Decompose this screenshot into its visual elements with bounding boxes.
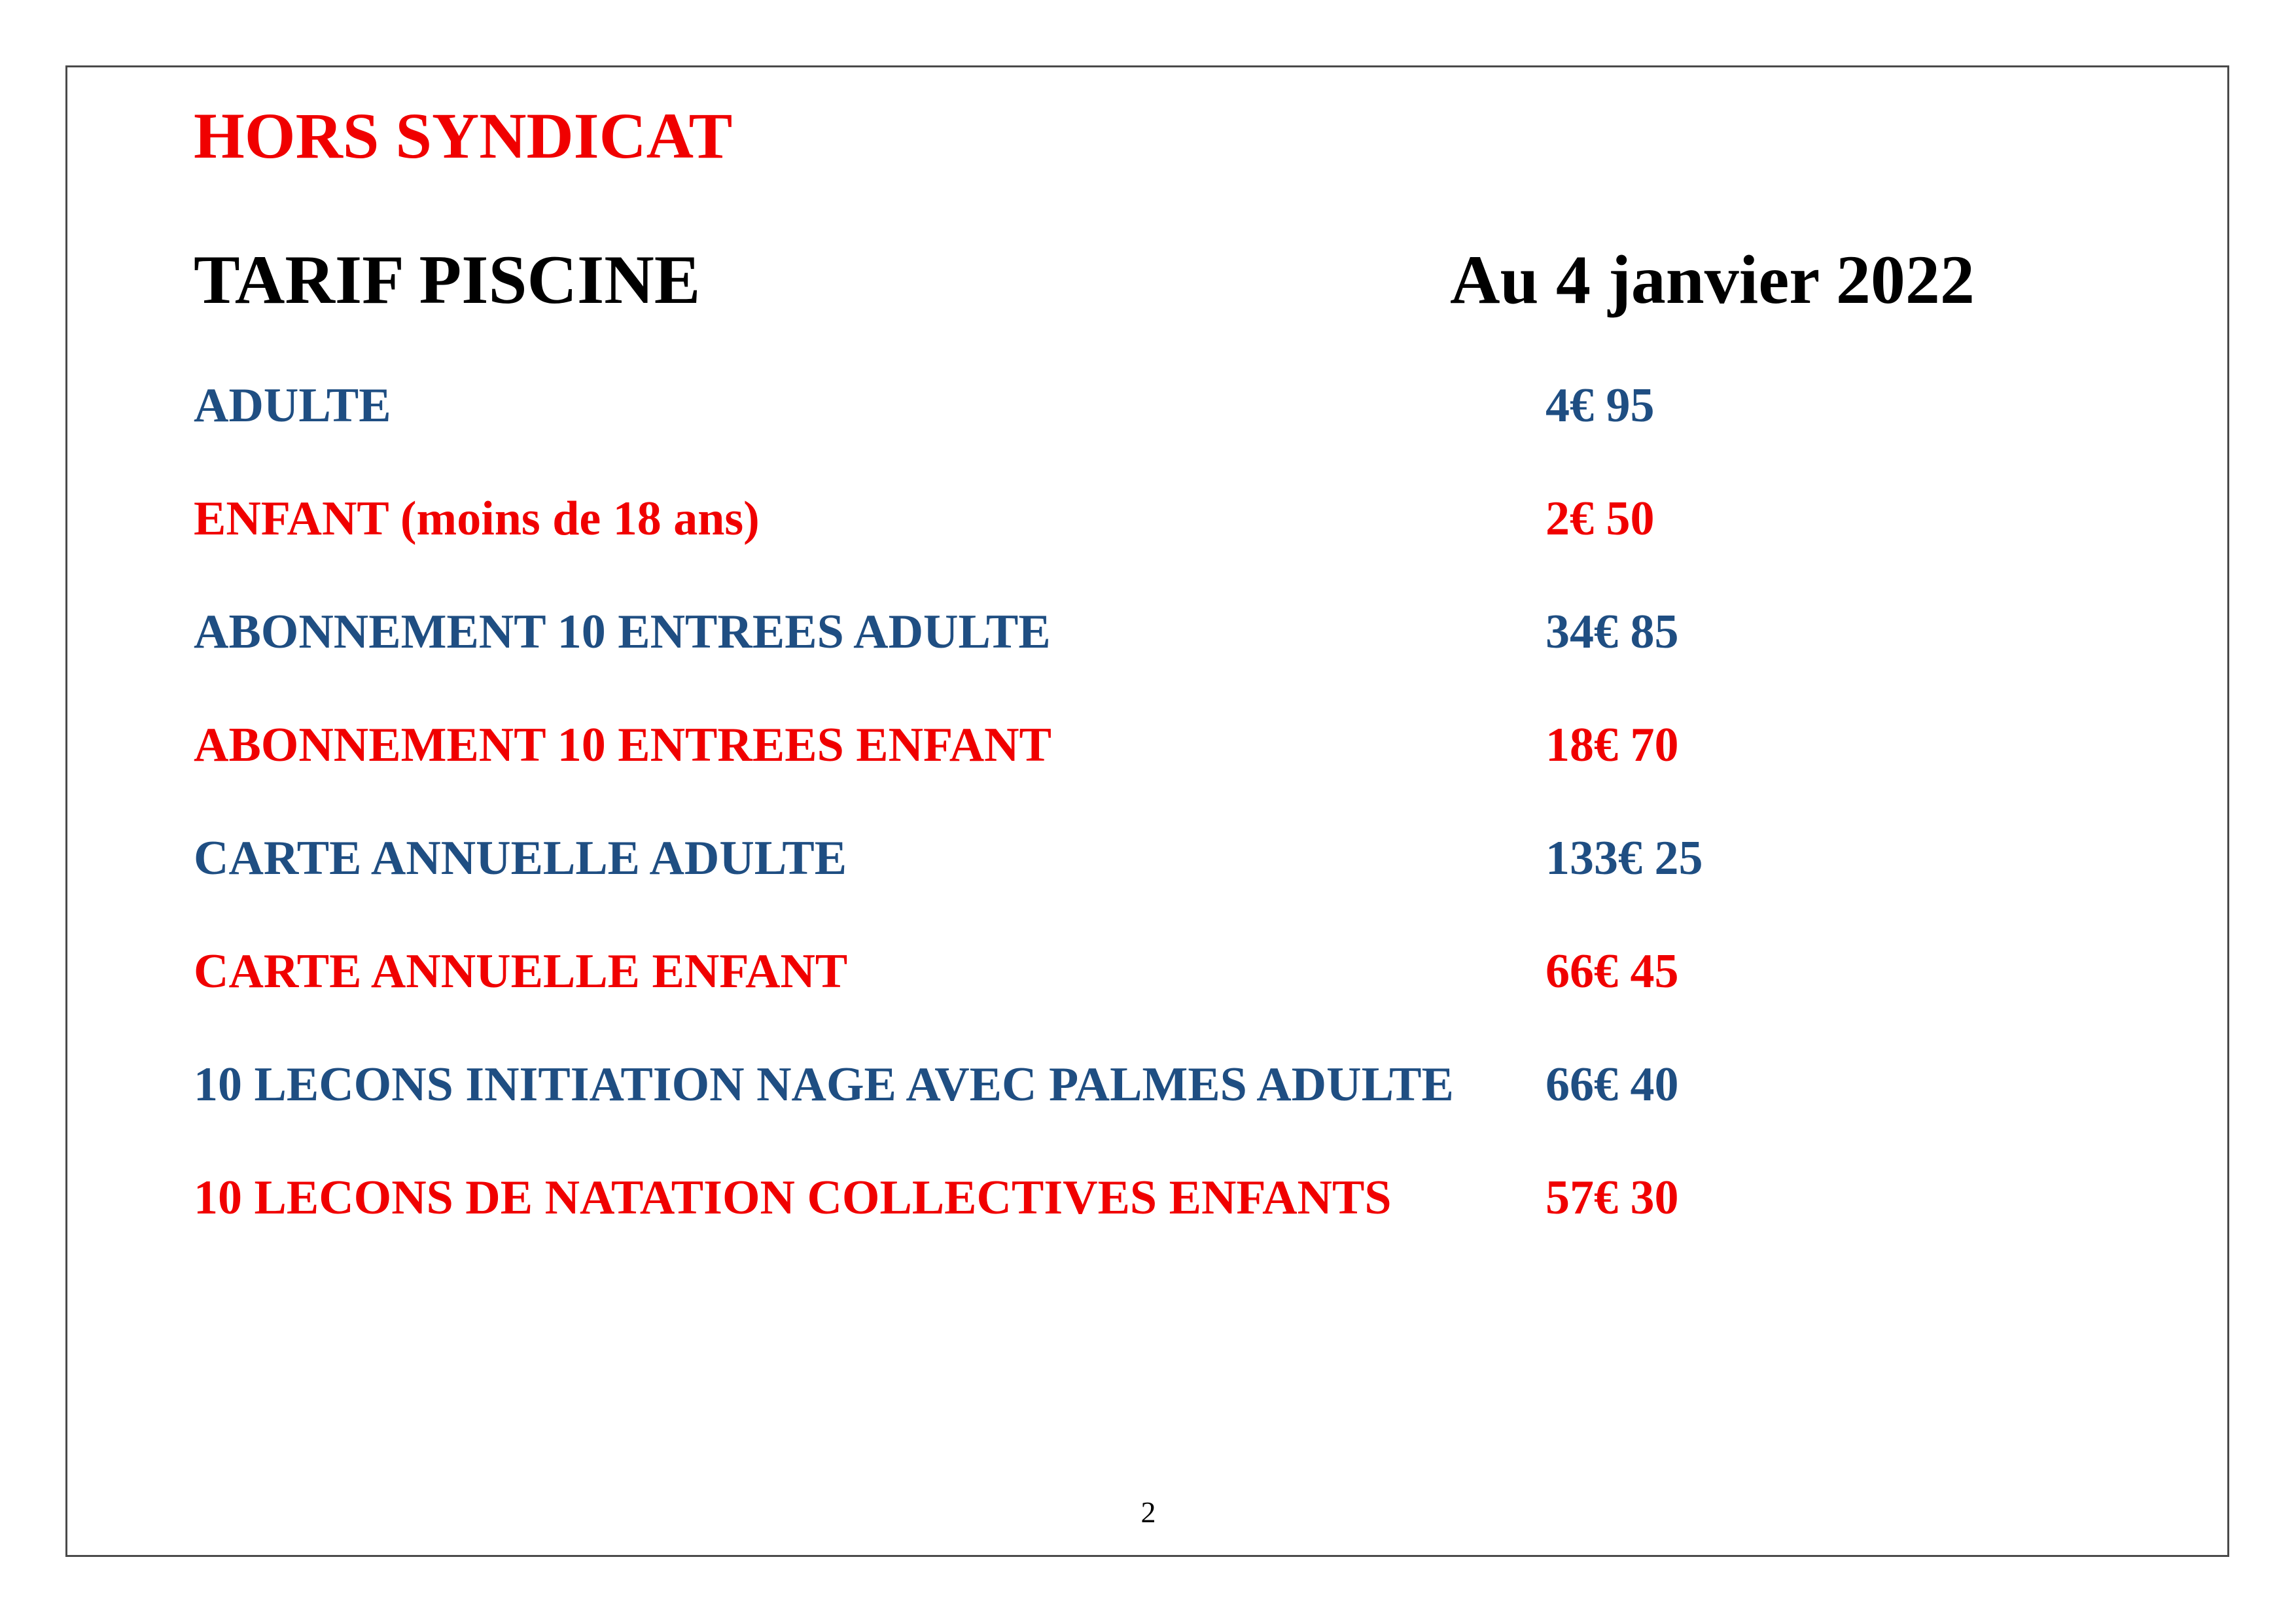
tariff-label: CARTE ANNUELLE ENFANT [194,945,848,998]
heading-row [194,241,1975,319]
tariff-price: 66€ 45 [1545,945,1679,998]
tariff-row [194,373,1960,486]
tariff-label: 10 LECONS DE NATATION COLLECTIVES ENFANTS [194,1171,1392,1225]
tariff-label: ABONNEMENT 10 ENTREES ADULTE [194,605,1051,659]
tariff-price: 18€ 70 [1545,718,1679,772]
section-title: HORS SYNDICAT [194,99,733,172]
tariff-price: 57€ 30 [1545,1171,1679,1225]
tariff-price: 66€ 40 [1545,1058,1679,1111]
tariff-row [194,939,1960,1052]
tariff-price: 133€ 25 [1545,831,1703,885]
tariff-label: ENFANT (moins de 18 ans) [194,492,760,546]
tariff-price: 34€ 85 [1545,605,1679,659]
page-number: 2 [1140,1495,1156,1529]
tariff-row [194,1052,1960,1165]
tariff-list [194,373,1960,1278]
tariff-row [194,712,1960,826]
tariff-row [194,1165,1960,1278]
tariff-label: ABONNEMENT 10 ENTREES ENFANT [194,718,1051,772]
tariff-price: 4€ 95 [1545,379,1655,432]
tariff-label: CARTE ANNUELLE ADULTE [194,831,847,885]
tariff-price: 2€ 50 [1545,492,1655,546]
tariff-label: 10 LECONS INITIATION NAGE AVEC PALMES ADULTE [194,1058,1454,1111]
effective-date: Au 4 janvier 2022 [1450,241,1975,318]
tariff-row [194,599,1960,712]
tariff-row [194,486,1960,599]
page-heading: TARIF PISCINE [194,241,701,318]
tariff-label: ADULTE [194,379,391,432]
tariff-row [194,826,1960,939]
